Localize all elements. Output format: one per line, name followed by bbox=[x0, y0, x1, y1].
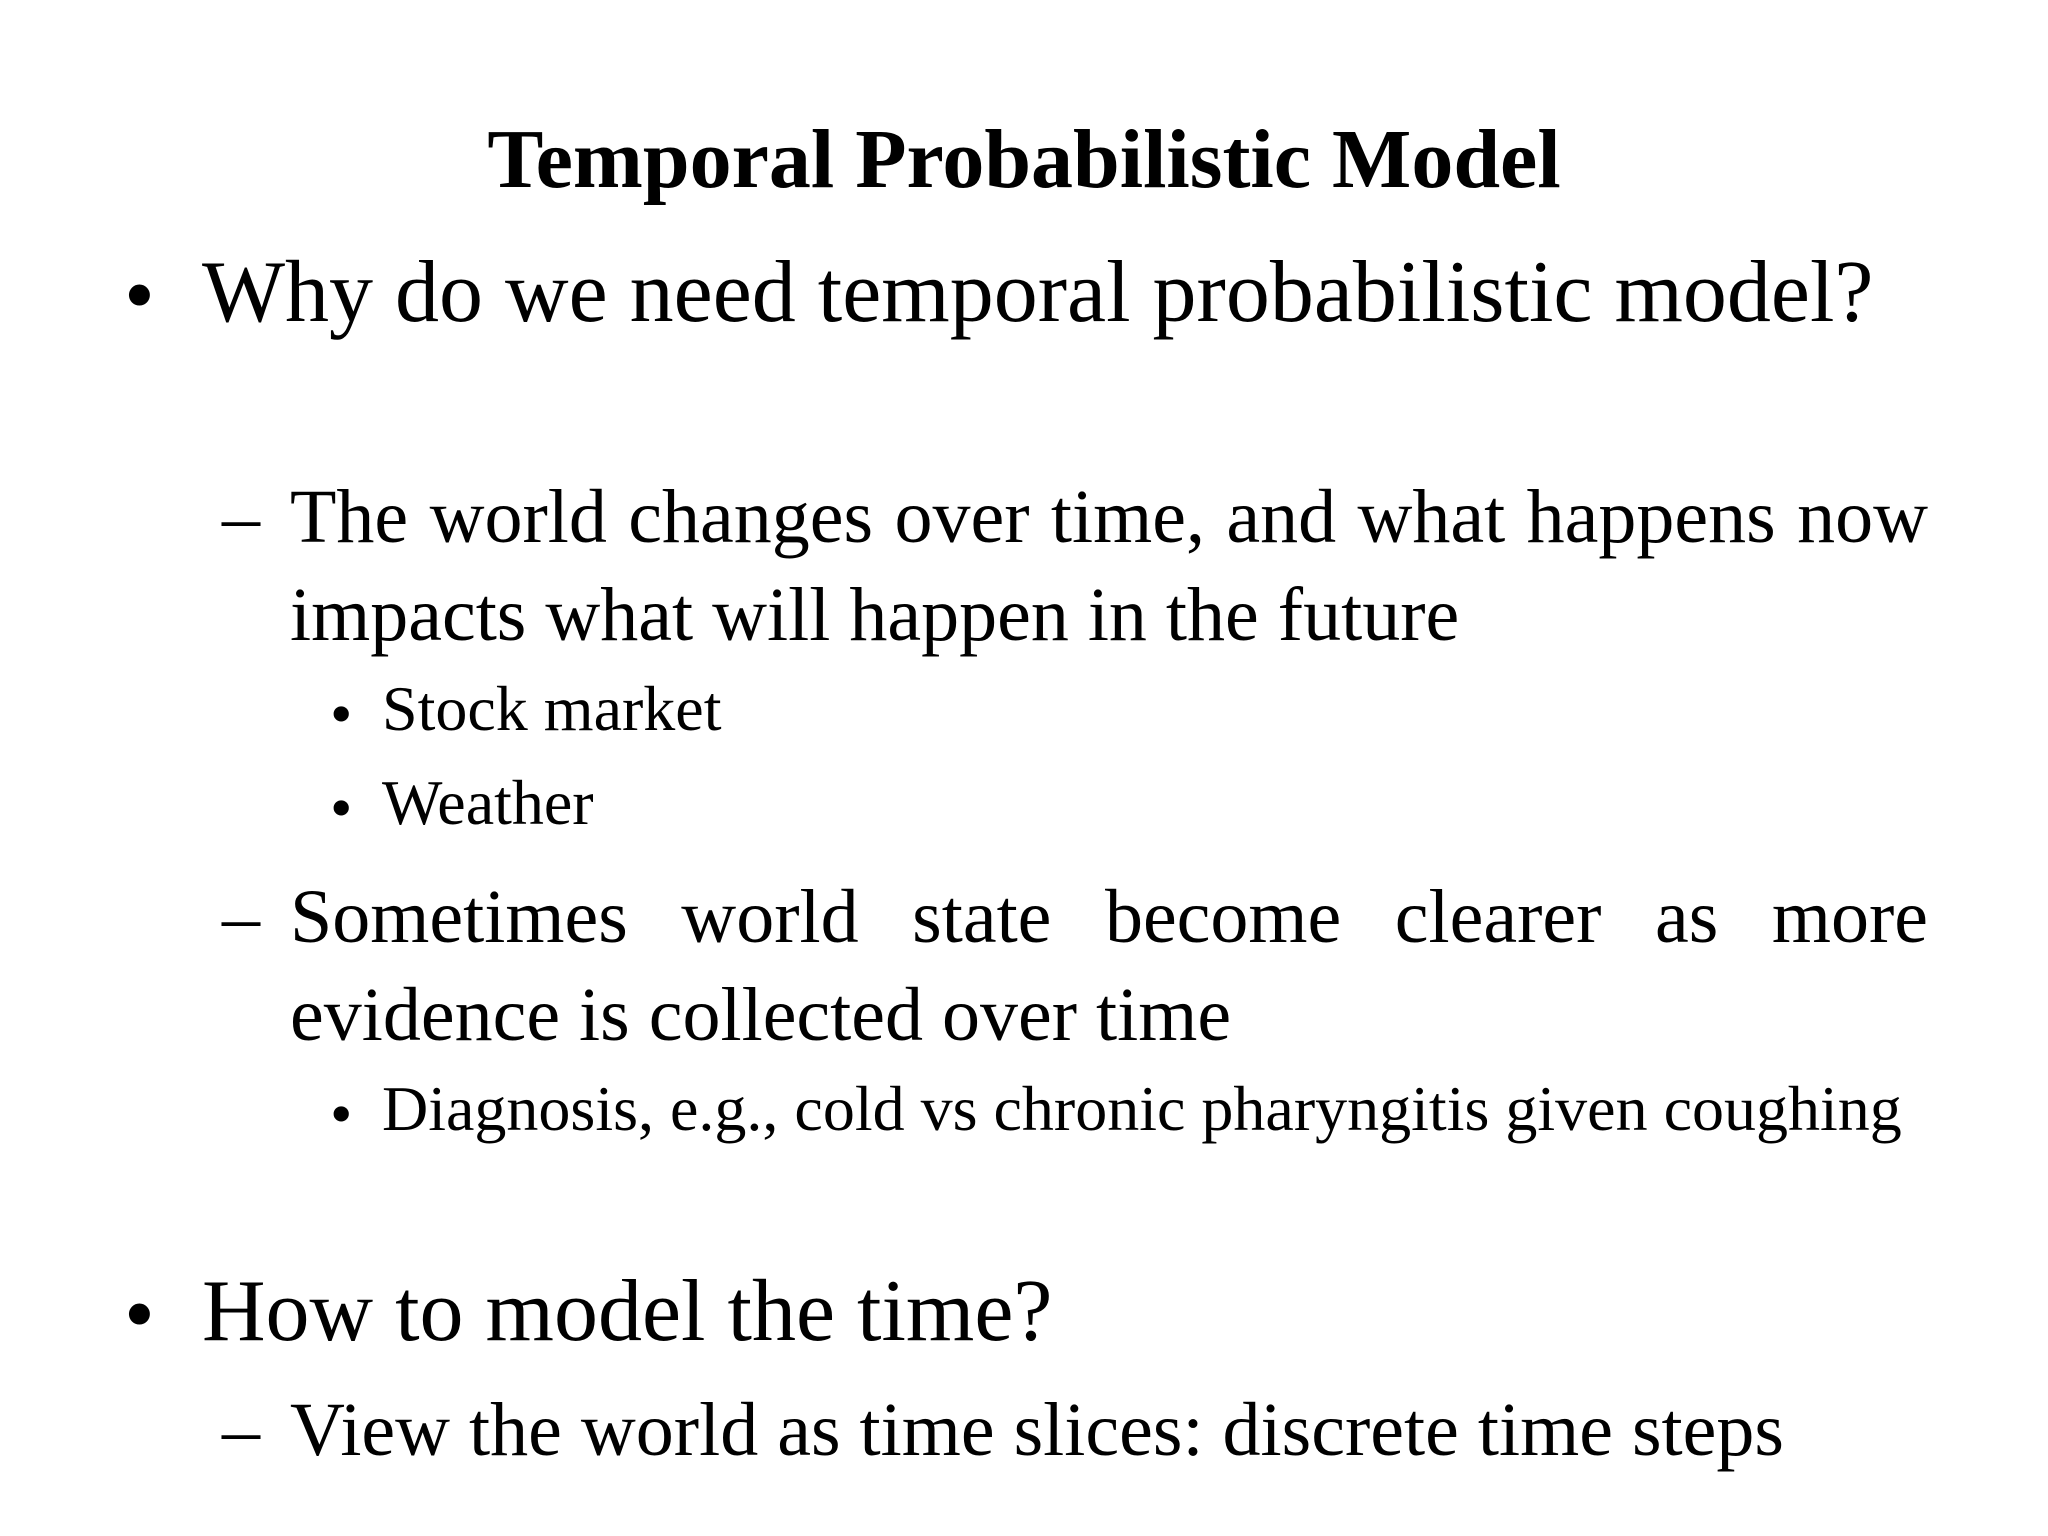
subitem-time-slices: View the world as time slices: discrete time steps bbox=[290, 1388, 1784, 1472]
subsubitem-stock-market: Stock market bbox=[382, 673, 722, 744]
bullet-marker: • bbox=[330, 772, 353, 843]
dash-marker: – bbox=[222, 875, 260, 959]
subitem-world-state-clearer: Sometimes world state become clearer as more evidence is collected over time bbox=[290, 875, 1928, 1057]
bullet-item-why-temporal-model: Why do we need temporal probabilistic model? bbox=[202, 244, 1874, 341]
dash-marker: – bbox=[222, 475, 260, 559]
bullet-marker: • bbox=[330, 678, 353, 749]
slide-title: Temporal Probabilistic Model bbox=[487, 113, 1561, 206]
bullet-marker: • bbox=[124, 247, 155, 344]
dash-marker: – bbox=[222, 1388, 260, 1472]
subitem-world-changes: The world changes over time, and what happens now impacts what will happen in the future bbox=[290, 475, 1928, 657]
bullet-marker: • bbox=[124, 1266, 155, 1363]
bullet-marker: • bbox=[330, 1078, 353, 1149]
subsubitem-diagnosis: Diagnosis, e.g., cold vs chronic pharyngitis given coughing bbox=[382, 1073, 1902, 1144]
subsubitem-weather: Weather bbox=[382, 767, 594, 838]
bullet-item-how-to-model-time: How to model the time? bbox=[202, 1263, 1053, 1360]
